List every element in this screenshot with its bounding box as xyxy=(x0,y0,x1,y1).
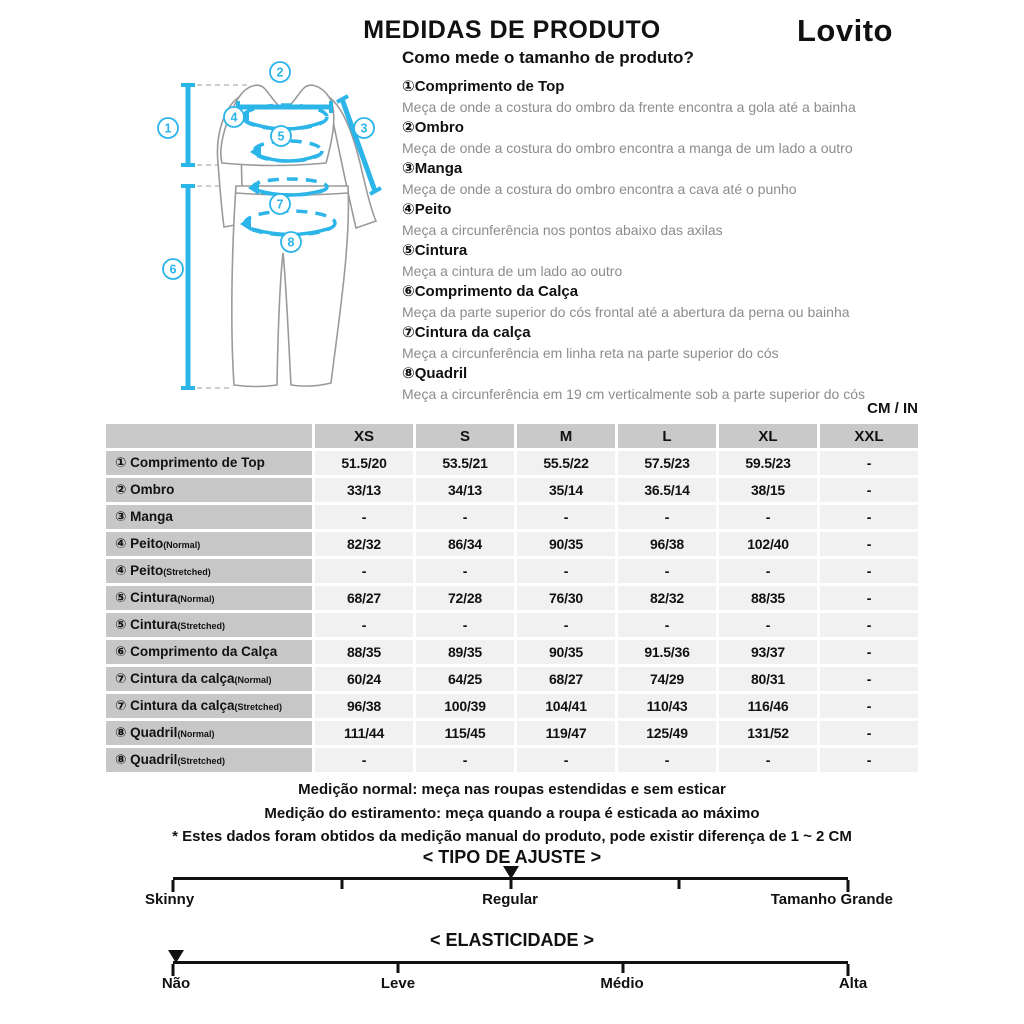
measurement-value-cell: - xyxy=(820,451,918,475)
instructions-list xyxy=(402,77,962,405)
callout-4: 4 xyxy=(230,110,238,125)
measurement-label-cell: ③ Manga xyxy=(106,505,312,529)
instruction-item xyxy=(402,282,962,323)
instruction-title: ⑥Comprimento da Calça xyxy=(402,283,579,300)
measurement-value-cell: 36.5/14 xyxy=(618,478,716,502)
measurement-label-cell: ⑧ Quadril(Stretched) xyxy=(106,748,312,772)
callout-2: 2 xyxy=(276,65,284,80)
measurement-value-cell: - xyxy=(416,613,514,637)
measurement-value-cell: - xyxy=(618,505,716,529)
measurement-value-cell: 35/14 xyxy=(517,478,615,502)
table-row xyxy=(106,640,918,664)
scale-tick xyxy=(396,964,399,973)
size-column-header: XXL xyxy=(820,424,918,448)
instruction-description: Meça a circunferência nos pontos abaixo das axilas xyxy=(402,222,723,238)
measurement-label-cell: ⑤ Cintura(Stretched) xyxy=(106,613,312,637)
note-normal: Medição normal: meça nas roupas estendidas e sem esticar xyxy=(298,781,726,798)
garment-measurement-diagram xyxy=(135,55,395,400)
measurement-label-cell: ④ Peito(Stretched) xyxy=(106,559,312,583)
callout-6: 6 xyxy=(169,262,177,277)
measurement-value-cell: 38/15 xyxy=(719,478,817,502)
measurement-label-suffix: (Normal) xyxy=(163,540,201,550)
measurement-value-cell: - xyxy=(719,505,817,529)
measurement-value-cell: 104/41 xyxy=(517,694,615,718)
instruction-item xyxy=(402,241,962,282)
instruction-title: ⑦Cintura da calça xyxy=(402,324,531,341)
note-tolerance: * Estes dados foram obtidos da medição manual do produto, pode existir diferença de 1 ~ 2 CM xyxy=(172,828,852,845)
measurement-value-cell: 68/27 xyxy=(315,586,413,610)
measurement-label-suffix: (Normal) xyxy=(177,729,215,739)
measurement-value-cell: 74/29 xyxy=(618,667,716,691)
measurement-value-cell: 89/35 xyxy=(416,640,514,664)
measurement-label-suffix: (Stretched) xyxy=(177,756,225,766)
instruction-description: Meça da parte superior do cós frontal até a abertura da perna ou bainha xyxy=(402,304,850,320)
measurement-label-cell: ② Ombro xyxy=(106,478,312,502)
scale-tick xyxy=(622,964,625,973)
measurement-value-cell: 86/34 xyxy=(416,532,514,556)
measurement-value-cell: 34/13 xyxy=(416,478,514,502)
measurement-label-cell: ⑤ Cintura(Normal) xyxy=(106,586,312,610)
measurement-notes xyxy=(0,778,1024,849)
callout-7: 7 xyxy=(276,197,284,212)
callout-1: 1 xyxy=(164,121,172,136)
measurement-value-cell: - xyxy=(820,721,918,745)
table-row xyxy=(106,451,918,475)
size-column-header: M xyxy=(517,424,615,448)
measurement-value-cell: - xyxy=(820,748,918,772)
measurement-value-cell: 55.5/22 xyxy=(517,451,615,475)
size-column-header xyxy=(106,424,312,448)
measurement-label-cell: ⑦ Cintura da calça(Normal) xyxy=(106,667,312,691)
scale-tick xyxy=(678,880,681,889)
instruction-title: ⑧Quadril xyxy=(402,365,468,382)
measurement-value-cell: 125/49 xyxy=(618,721,716,745)
instruction-item xyxy=(402,323,962,364)
measurement-value-cell: - xyxy=(416,559,514,583)
measurement-value-cell: 102/40 xyxy=(719,532,817,556)
instruction-title: ⑤Cintura xyxy=(402,242,468,259)
table-row xyxy=(106,505,918,529)
scale-tick xyxy=(509,880,512,889)
measurement-value-cell: 111/44 xyxy=(315,721,413,745)
measurement-value-cell: 68/27 xyxy=(517,667,615,691)
measurement-value-cell: - xyxy=(618,613,716,637)
measurement-value-cell: - xyxy=(315,559,413,583)
fit-label-tamanho-grande: Tamanho Grande xyxy=(770,891,893,908)
table-row xyxy=(106,478,918,502)
callout-3: 3 xyxy=(360,121,368,136)
instruction-item xyxy=(402,159,962,200)
measurement-value-cell: - xyxy=(820,640,918,664)
instruction-item xyxy=(402,200,962,241)
table-row xyxy=(106,532,918,556)
measurement-value-cell: 82/32 xyxy=(315,532,413,556)
measurement-value-cell: 59.5/23 xyxy=(719,451,817,475)
instruction-title: ③Manga xyxy=(402,160,463,177)
measurement-value-cell: - xyxy=(416,748,514,772)
instruction-description: Meça a circunferência em linha reta na parte superior do cós xyxy=(402,345,779,361)
instruction-item xyxy=(402,77,962,118)
table-row xyxy=(106,586,918,610)
measurement-label-cell: ⑦ Cintura da calça(Stretched) xyxy=(106,694,312,718)
elasticity-label-medio: Médio xyxy=(600,975,644,992)
note-stretched: Medição do estiramento: meça quando a roupa é esticada ao máximo xyxy=(264,804,760,822)
table-row xyxy=(106,667,918,691)
measurement-value-cell: 80/31 xyxy=(719,667,817,691)
instruction-description: Meça a circunferência em 19 cm verticalmente sob a parte superior do cós xyxy=(402,386,865,402)
measurement-value-cell: 88/35 xyxy=(719,586,817,610)
elasticity-label-nao: Não xyxy=(161,975,191,992)
measurement-value-cell: - xyxy=(618,559,716,583)
measurement-value-cell: - xyxy=(315,613,413,637)
instruction-description: Meça de onde a costura do ombro encontra a manga de um lado a outro xyxy=(402,140,853,156)
measurement-value-cell: - xyxy=(517,613,615,637)
measurement-value-cell: 131/52 xyxy=(719,721,817,745)
measurement-label-cell: ⑧ Quadril(Normal) xyxy=(106,721,312,745)
instruction-title: ①Comprimento de Top xyxy=(402,78,565,95)
measurement-label-suffix: (Stretched) xyxy=(234,702,282,712)
table-row xyxy=(106,694,918,718)
measurement-value-cell: - xyxy=(618,748,716,772)
measurement-value-cell: 51.5/20 xyxy=(315,451,413,475)
instruction-item xyxy=(402,118,962,159)
measurement-value-cell: 100/39 xyxy=(416,694,514,718)
measurement-value-cell: - xyxy=(719,748,817,772)
measurement-value-cell: 64/25 xyxy=(416,667,514,691)
measurement-value-cell: - xyxy=(719,613,817,637)
measurement-value-cell: 110/43 xyxy=(618,694,716,718)
measurement-label-cell: ⑥ Comprimento da Calça xyxy=(106,640,312,664)
instruction-title: ②Ombro xyxy=(402,119,464,136)
table-row xyxy=(106,613,918,637)
elasticity-scale-marker xyxy=(168,950,184,963)
measurement-value-cell: 90/35 xyxy=(517,532,615,556)
fit-label-skinny: Skinny xyxy=(145,891,195,908)
instruction-description: Meça a cintura de um lado ao outro xyxy=(402,263,623,279)
table-row xyxy=(106,721,918,745)
size-column-header: L xyxy=(618,424,716,448)
elasticity-label-alta: Alta xyxy=(838,975,868,992)
measurement-value-cell: - xyxy=(517,748,615,772)
measurement-value-cell: - xyxy=(315,505,413,529)
brand-logo: Lovito xyxy=(797,13,893,48)
measurement-value-cell: 60/24 xyxy=(315,667,413,691)
measurement-label-suffix: (Normal) xyxy=(234,675,272,685)
size-column-header: S xyxy=(416,424,514,448)
callout-5: 5 xyxy=(277,129,285,144)
measurement-value-cell: 96/38 xyxy=(315,694,413,718)
measurement-label-cell: ④ Peito(Normal) xyxy=(106,532,312,556)
measurement-value-cell: 53.5/21 xyxy=(416,451,514,475)
measurement-value-cell: 119/47 xyxy=(517,721,615,745)
table-row xyxy=(106,748,918,772)
elasticity-label-leve: Leve xyxy=(380,975,416,992)
measurement-value-cell: - xyxy=(517,559,615,583)
page-title: MEDIDAS DE PRODUTO xyxy=(363,16,661,44)
size-column-header: XS xyxy=(315,424,413,448)
measurement-value-cell: - xyxy=(820,532,918,556)
measurement-label-cell: ① Comprimento de Top xyxy=(106,451,312,475)
measurement-value-cell: - xyxy=(820,559,918,583)
elasticity-scale-track xyxy=(173,961,848,978)
fit-label-regular: Regular xyxy=(482,891,538,908)
measurement-value-cell: - xyxy=(315,748,413,772)
measurement-value-cell: - xyxy=(820,694,918,718)
instruction-description: Meça de onde a costura do ombro encontra a cava até o punho xyxy=(402,181,797,197)
measurement-value-cell: - xyxy=(416,505,514,529)
measurement-value-cell: 72/28 xyxy=(416,586,514,610)
measure-line-top-length xyxy=(181,85,195,165)
measurement-value-cell: 33/13 xyxy=(315,478,413,502)
measurement-value-cell: 90/35 xyxy=(517,640,615,664)
measurement-value-cell: - xyxy=(719,559,817,583)
units-label: CM / IN xyxy=(867,400,918,417)
measure-line-pants-length xyxy=(181,186,195,388)
measurement-label-suffix: (Stretched) xyxy=(177,621,225,631)
instruction-title: ④Peito xyxy=(402,201,452,218)
measurement-value-cell: - xyxy=(820,478,918,502)
table-header-row xyxy=(106,424,918,448)
measurement-value-cell: 57.5/23 xyxy=(618,451,716,475)
measurement-value-cell: 96/38 xyxy=(618,532,716,556)
measurement-value-cell: 91.5/36 xyxy=(618,640,716,664)
measurement-label-suffix: (Normal) xyxy=(177,594,215,604)
callout-8: 8 xyxy=(287,235,295,250)
table-row xyxy=(106,559,918,583)
size-table xyxy=(103,421,921,775)
elasticity-scale-title: < ELASTICIDADE > xyxy=(429,930,595,950)
measurement-value-cell: - xyxy=(820,586,918,610)
instruction-item xyxy=(402,364,962,405)
instruction-description: Meça de onde a costura do ombro da frente encontra a gola até a bainha xyxy=(402,99,856,115)
size-column-header: XL xyxy=(719,424,817,448)
measurement-value-cell: 76/30 xyxy=(517,586,615,610)
measurement-label-suffix: (Stretched) xyxy=(163,567,211,577)
fit-scale-title: < TIPO DE AJUSTE > xyxy=(422,847,602,867)
measurement-value-cell: - xyxy=(820,613,918,637)
scale-tick xyxy=(340,880,343,889)
measurement-value-cell: 82/32 xyxy=(618,586,716,610)
how-to-measure-subtitle: Como mede o tamanho de produto? xyxy=(402,48,694,67)
measurement-value-cell: 115/45 xyxy=(416,721,514,745)
measurement-value-cell: - xyxy=(820,505,918,529)
measurement-value-cell: - xyxy=(517,505,615,529)
measurement-value-cell: - xyxy=(820,667,918,691)
fit-scale-marker xyxy=(503,866,519,879)
measurement-value-cell: 116/46 xyxy=(719,694,817,718)
measurement-value-cell: 93/37 xyxy=(719,640,817,664)
measurement-value-cell: 88/35 xyxy=(315,640,413,664)
